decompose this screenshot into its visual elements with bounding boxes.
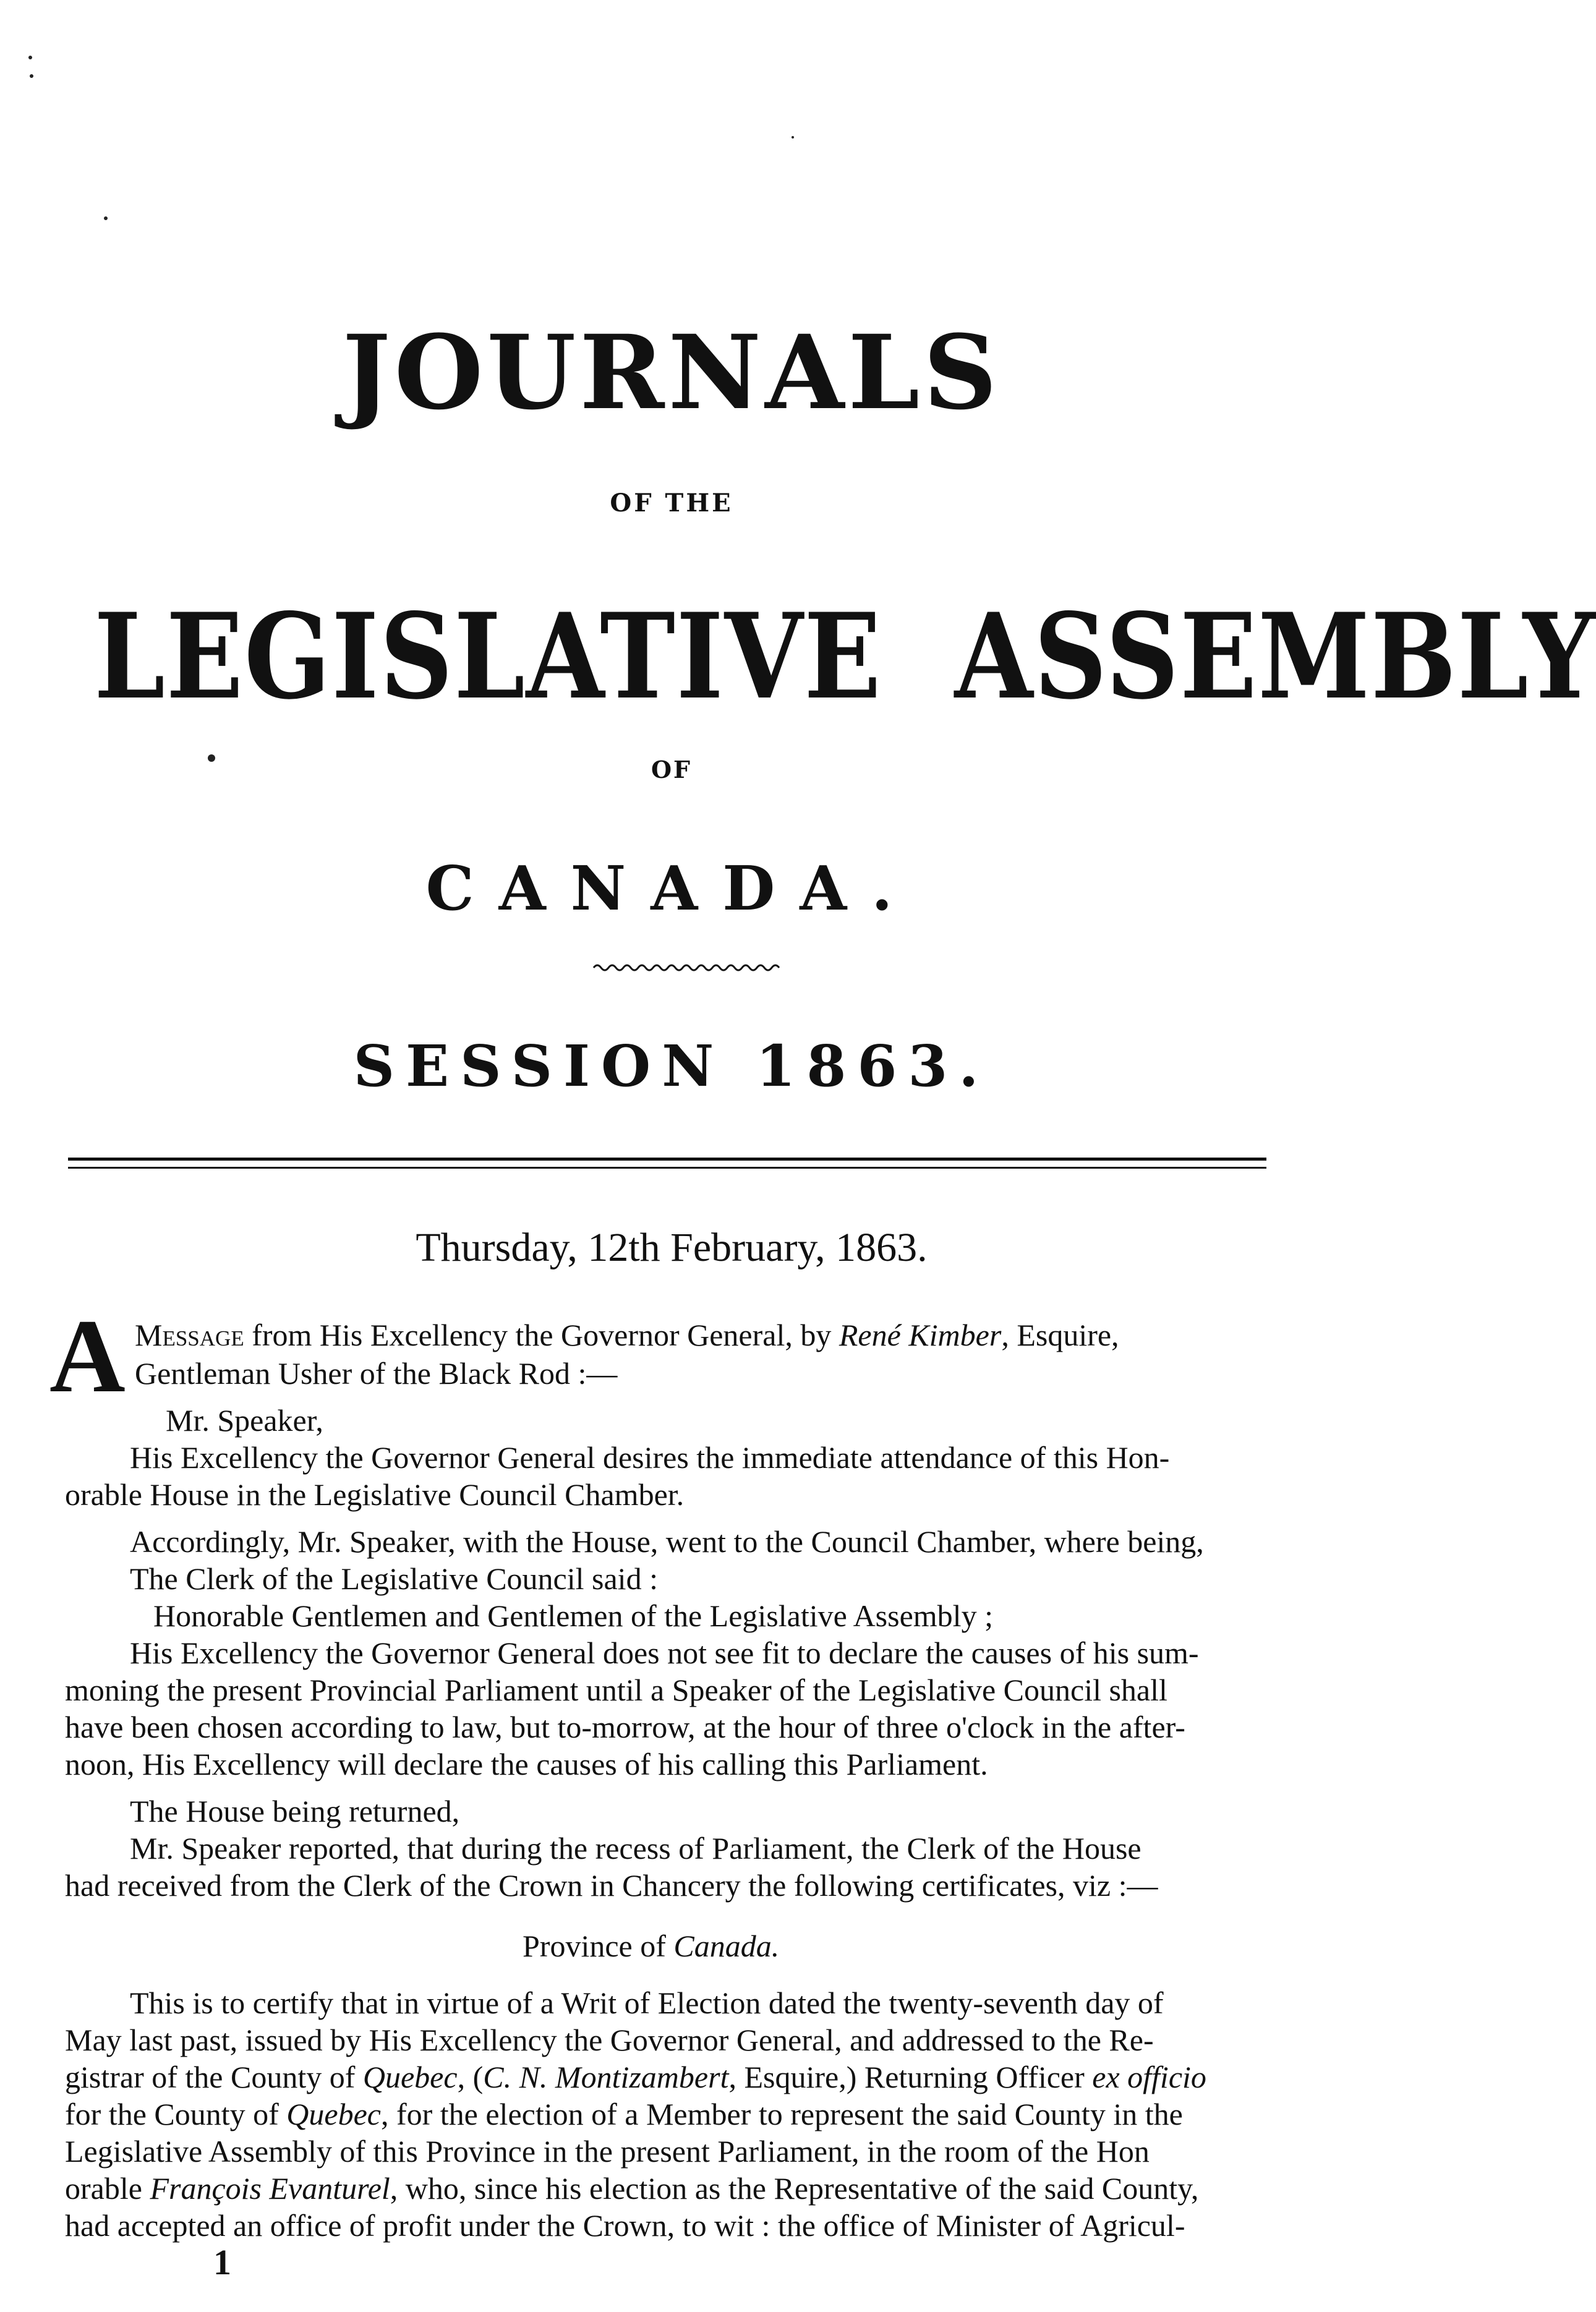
para7-line3-e: , Esquire,) Returning Officer — [728, 2060, 1093, 2094]
para4-line3: have been chosen according to law, but to-morrow, at the hour of three o'clock in the after- — [65, 1710, 1185, 1744]
para1-line2: Gentleman Usher of the Black Rod :— — [135, 1356, 618, 1391]
scan-speck — [28, 56, 32, 59]
para6-line1: Mr. Speaker reported, that during the recess of Parliament, the Clerk of the House — [130, 1831, 1142, 1866]
para4-line2: moning the present Provincial Parliament until a Speaker of the Legislative Council shall — [65, 1673, 1167, 1707]
province-prefix: Province of — [523, 1929, 674, 1963]
para7-line3-c: , ( — [457, 2060, 484, 2094]
para7-line2: May last past, issued by His Excellency the Governor General, and addressed to the Re- — [65, 2023, 1154, 2057]
para7-line5: Legislative Assembly of this Province in the present Parliament, in the room of the Hon — [65, 2134, 1150, 2169]
scan-speck — [792, 136, 794, 139]
para1-line1-text: from His Excellency the Governor General, by — [244, 1318, 839, 1352]
para3-line3: Honorable Gentlemen and Gentlemen of the Legislative Assembly ; — [153, 1598, 993, 1633]
county-quebec-2: Quebec — [286, 2097, 381, 2131]
para7-line6 — [65, 2170, 1198, 2206]
message-word: Message — [135, 1318, 244, 1352]
date-heading: Thursday, 12th February, 1863. — [416, 1225, 928, 1270]
title-legislative-assembly: LEGISLATIVE ASSEMBLY — [94, 587, 1596, 725]
para7-line4-a: for the County of — [65, 2097, 287, 2131]
para7-line7: had accepted an office of profit under the Crown, to wit : the office of Minister of Agricul- — [65, 2208, 1185, 2243]
title-canada: CANADA. — [425, 853, 918, 924]
para6-line2: had received from the Clerk of the Crown in Chancery the following certificates, viz :— — [65, 1868, 1158, 1903]
para1-line1-end: , Esquire, — [1001, 1318, 1119, 1352]
para7-line4-c: , for the election of a Member to represent the said County in the — [380, 2097, 1183, 2131]
para4-line4: noon, His Excellency will declare the causes of his calling this Parliament. — [65, 1747, 988, 1781]
para7-line3-a: gistrar of the County of — [65, 2060, 363, 2094]
county-quebec: Quebec — [362, 2060, 458, 2094]
name-montizambert: C. N. Montizambert — [483, 2060, 729, 2094]
page-number: 1 — [213, 2242, 231, 2282]
ex-officio: ex officio — [1092, 2060, 1206, 2094]
scan-speck — [30, 74, 33, 78]
para1-line1 — [135, 1317, 1119, 1353]
province-name: Canada. — [673, 1929, 780, 1963]
salutation: Mr. Speaker, — [166, 1403, 323, 1438]
para7-line3 — [65, 2059, 1206, 2095]
para7-line4 — [65, 2096, 1183, 2132]
subtitle-of-the: OF THE — [610, 488, 733, 518]
para7-line6-c: , who, since his election as the Representative of the said County, — [390, 2171, 1199, 2206]
province-heading — [523, 1928, 779, 1964]
double-rule-bottom — [68, 1167, 1266, 1169]
para3-line1: Accordingly, Mr. Speaker, with the House, went to the Council Chamber, where being, — [130, 1524, 1204, 1559]
drop-cap: A — [49, 1298, 126, 1414]
name-rene-kimber: René Kimber — [839, 1318, 1002, 1352]
name-evanturel: François Evanturel — [150, 2171, 390, 2206]
para7-line6-a: orable — [65, 2171, 150, 2206]
scan-speck — [104, 216, 108, 220]
para7-line1: This is to certify that in virtue of a Writ of Election dated the twenty-seventh day of — [130, 1986, 1164, 2020]
session-heading: SESSION 1863. — [353, 1033, 990, 1099]
ornamental-squiggle-rule — [592, 960, 782, 975]
subtitle-of: OF — [651, 756, 693, 783]
title-journals: JOURNALS — [342, 312, 1001, 432]
double-rule-top — [68, 1158, 1266, 1161]
para5-line1: The House being returned, — [130, 1794, 460, 1828]
para3-line2: The Clerk of the Legislative Council said : — [130, 1561, 658, 1596]
para2-line1: His Excellency the Governor General desires the immediate attendance of this Hon- — [130, 1440, 1170, 1475]
scan-speck — [208, 754, 215, 762]
para2-line2: orable House in the Legislative Council Chamber. — [65, 1477, 685, 1512]
para4-line1: His Excellency the Governor General does not see fit to declare the causes of his sum- — [130, 1636, 1199, 1670]
